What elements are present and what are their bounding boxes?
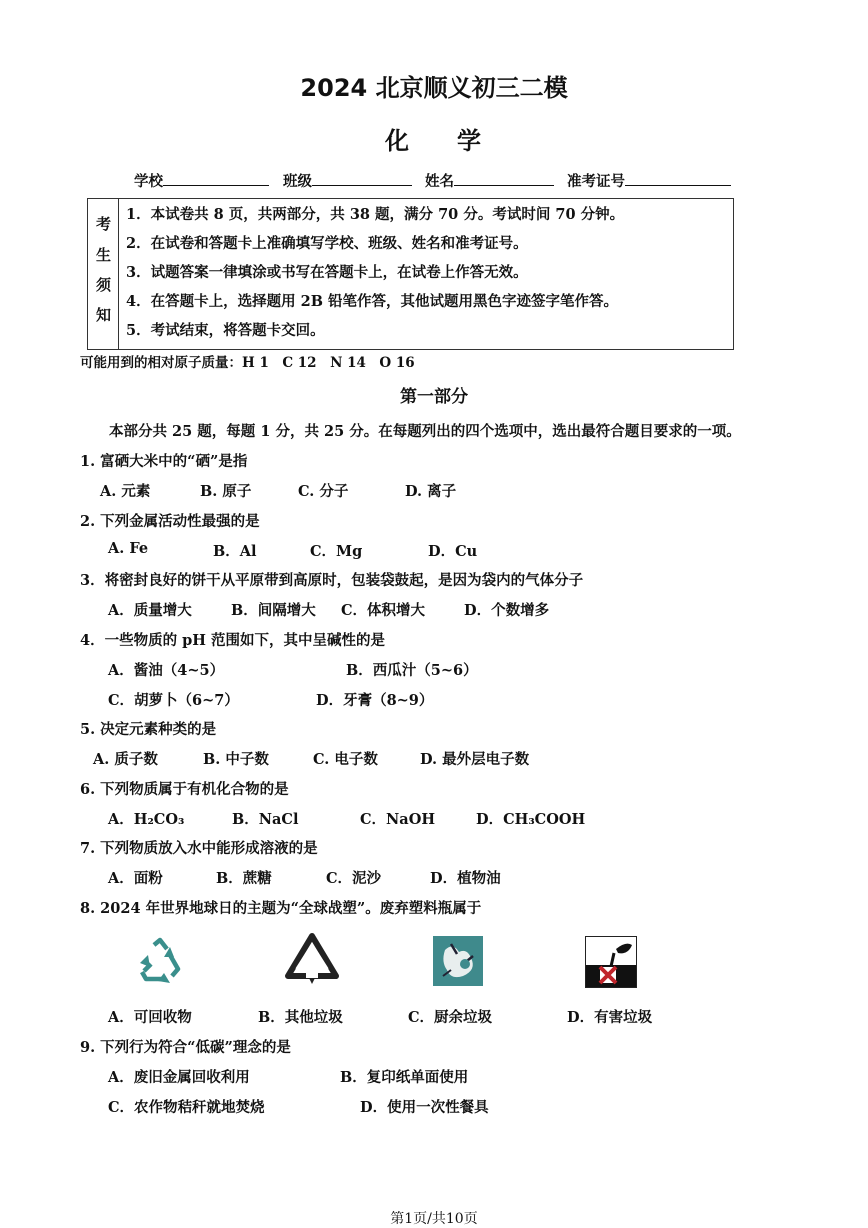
candidate-notice-box	[87, 198, 734, 350]
question-stem: 3．将密封良好的饼干从平原带到高原时，包装袋鼓起，是因为袋内的气体分子	[80, 572, 584, 589]
notice-char: 知	[96, 306, 112, 324]
option[interactable]: B．NaCl	[232, 811, 299, 828]
option[interactable]: D．有害垃圾	[567, 1009, 653, 1026]
page-title: 2024 北京顺义初三二模	[300, 74, 568, 102]
class-field[interactable]	[283, 170, 412, 191]
notice-side-label	[88, 199, 119, 349]
kitchen-waste-icon	[433, 936, 483, 986]
option[interactable]: B．复印纸单面使用	[340, 1069, 469, 1086]
option[interactable]: A．H₂CO₃	[108, 811, 185, 828]
option[interactable]: C．农作物秸秆就地焚烧	[108, 1099, 265, 1116]
notice-char: 须	[96, 276, 112, 294]
option[interactable]: B．Al	[213, 543, 257, 560]
class-label: 班级	[283, 173, 312, 190]
option[interactable]: D．CH₃COOH	[476, 811, 586, 828]
question-stem: 2. 下列金属活动性最强的是	[80, 513, 260, 530]
subject-title: 化学	[385, 126, 529, 155]
option[interactable]: A. 质子数	[93, 751, 158, 768]
exam-id-field[interactable]	[567, 170, 731, 191]
option[interactable]: D．使用一次性餐具	[360, 1099, 489, 1116]
option[interactable]: D．牙膏（8~9）	[316, 692, 434, 709]
option[interactable]: D．Cu	[428, 543, 478, 560]
question-stem: 6. 下列物质属于有机化合物的是	[80, 781, 289, 798]
notice-item: 4．在答题卡上，选择题用 2B 铅笔作答，其他试题用黑色字迹签字笔作答。	[126, 293, 619, 310]
option[interactable]: D. 离子	[405, 483, 457, 500]
option[interactable]: C．Mg	[310, 543, 363, 560]
atomic-mass-note: 可能用到的相对原子质量：H 1 C 12 N 14 O 16	[80, 355, 415, 371]
notice-item: 2．在试卷和答题卡上准确填写学校、班级、姓名和准考证号。	[126, 235, 528, 252]
option[interactable]: C．泥沙	[326, 870, 382, 887]
option[interactable]: B．间隔增大	[231, 602, 316, 619]
name-label: 姓名	[425, 173, 454, 190]
page-number: 第1页/共10页	[390, 1211, 478, 1227]
option[interactable]: C．体积增大	[341, 602, 426, 619]
question-stem: 9. 下列行为符合“低碳”理念的是	[80, 1039, 291, 1056]
option[interactable]: B．蔗糖	[216, 870, 272, 887]
school-field[interactable]	[134, 170, 269, 191]
notice-item: 5．考试结束，将答题卡交回。	[126, 322, 325, 339]
option[interactable]: A．酱油（4~5）	[108, 662, 225, 679]
option[interactable]: A．废旧金属回收利用	[108, 1069, 250, 1086]
option[interactable]: B．其他垃圾	[258, 1009, 343, 1026]
part-intro: 本部分共 25 题，每题 1 分，共 25 分。在每题列出的四个选项中，选出最符合题目要求的一项。	[109, 423, 741, 440]
option[interactable]: D．个数增多	[464, 602, 550, 619]
option[interactable]: C. 电子数	[313, 751, 378, 768]
option[interactable]: A．可回收物	[108, 1009, 192, 1026]
option[interactable]: B．西瓜汁（5~6）	[346, 662, 478, 679]
part-title: 第一部分	[400, 387, 468, 407]
option[interactable]: D．植物油	[430, 870, 501, 887]
question-stem: 1. 富硒大米中的“硒”是指	[80, 453, 248, 470]
option[interactable]: B. 原子	[200, 483, 252, 500]
other-waste-icon	[284, 932, 340, 988]
option[interactable]: B. 中子数	[203, 751, 269, 768]
option[interactable]: A. 元素	[100, 483, 151, 500]
notice-char: 考	[96, 215, 112, 233]
option[interactable]: A．质量增大	[108, 602, 192, 619]
option[interactable]: D. 最外层电子数	[420, 751, 530, 768]
option[interactable]: A．面粉	[108, 870, 163, 887]
option[interactable]: C．厨余垃圾	[408, 1009, 493, 1026]
option[interactable]: C．NaOH	[360, 811, 436, 828]
question-stem: 5. 决定元素种类的是	[80, 721, 217, 738]
school-label: 学校	[134, 173, 163, 190]
notice-char: 生	[96, 246, 112, 264]
exam-id-label: 准考证号	[567, 173, 625, 190]
hazardous-waste-icon	[585, 936, 637, 988]
notice-item: 1．本试卷共 8 页，共两部分，共 38 题，满分 70 分。考试时间 70 分钟。	[126, 206, 625, 223]
recycle-icon	[134, 935, 186, 987]
option[interactable]: C．胡萝卜（6~7）	[108, 692, 239, 709]
option[interactable]: A. Fe	[108, 540, 149, 557]
question-stem: 4．一些物质的 pH 范围如下，其中呈碱性的是	[80, 632, 386, 649]
question-stem: 8. 2024 年世界地球日的主题为“全球战塑”。废弃塑料瓶属于	[80, 900, 482, 917]
question-stem: 7. 下列物质放入水中能形成溶液的是	[80, 840, 318, 857]
notice-item: 3．试题答案一律填涂或书写在答题卡上，在试卷上作答无效。	[126, 264, 528, 281]
option[interactable]: C. 分子	[298, 483, 349, 500]
name-field[interactable]	[425, 170, 554, 191]
